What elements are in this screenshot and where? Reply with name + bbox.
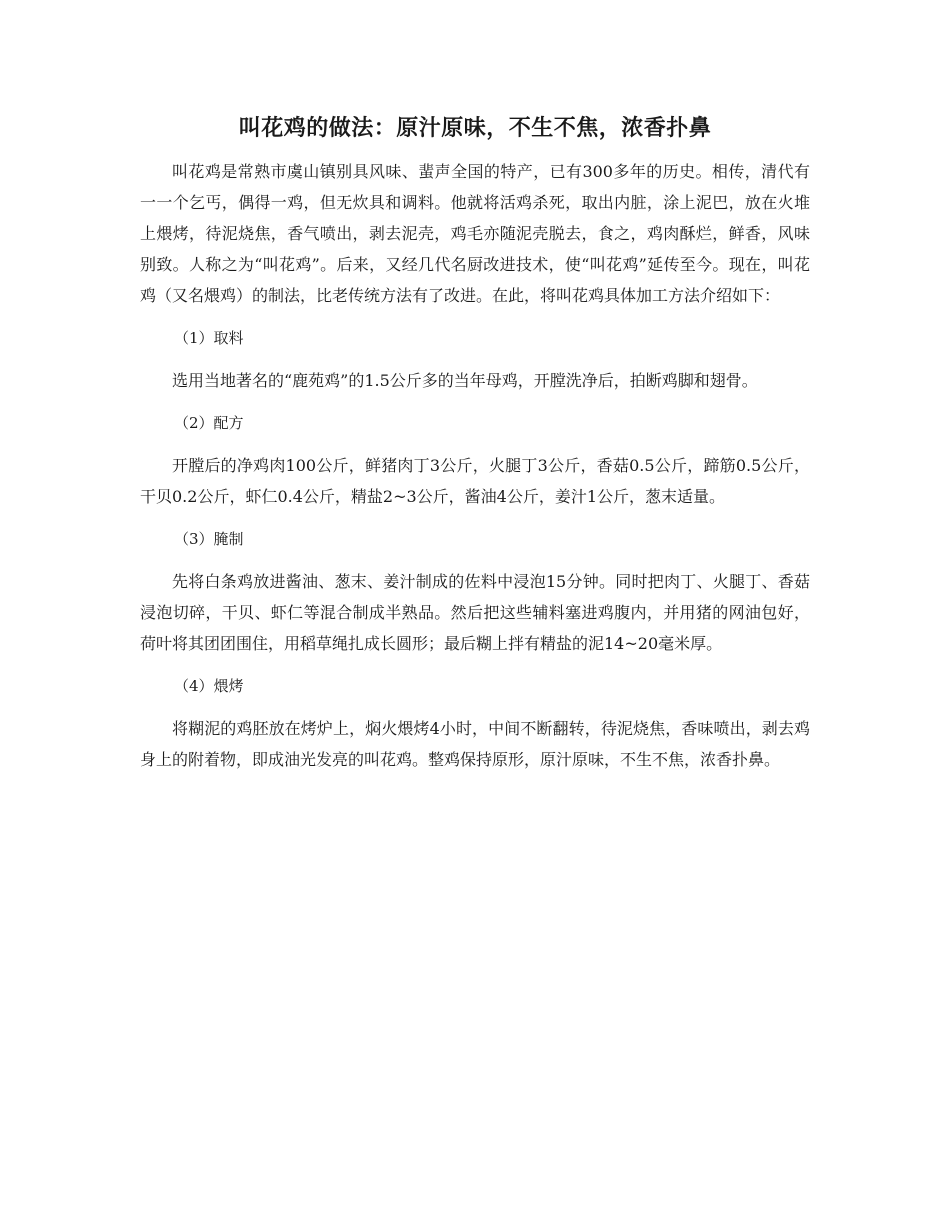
section-body: 将糊泥的鸡胚放在烤炉上，焖火煨烤4小时，中间不断翻转，待泥烧焦，香味喷出，剥去鸡身上的附着物，即成油光发亮的叫花鸡。整鸡保持原形，原汁原味，不生不焦，浓香扑鼻。 [140, 719, 810, 769]
section-heading: （4）煨烤 [174, 677, 244, 695]
section-heading: （3）腌制 [174, 530, 244, 548]
section-formula [140, 408, 810, 512]
section-marinating [140, 524, 810, 659]
section-heading: （2）配方 [174, 414, 244, 432]
document-page [140, 110, 810, 775]
section-body: 开膛后的净鸡肉100公斤，鲜猪肉丁3公斤，火腿丁3公斤，香菇0.5公斤，蹄筋0.5公斤，干贝0.2公斤，虾仁0.4公斤，精盐2~3公斤，酱油4公斤，姜汁1公斤，葱末适量。 [140, 456, 810, 506]
section-roasting [140, 671, 810, 775]
section-ingredients [140, 323, 810, 396]
intro-paragraph: 叫花鸡是常熟市虞山镇别具风味、蜚声全国的特产，已有300多年的历史。相传，清代有一一个乞丐，偶得一鸡，但无炊具和调料。他就将活鸡杀死，取出内脏，涂上泥巴，放在火堆上煨烤，待泥烧焦，香气喷出，剥去泥壳，鸡毛亦随泥壳脱去，食之，鸡肉酥烂，鲜香，风味别致。人称之为“叫花鸡”。后来，又经几代名厨改进技术，使“叫花鸡”延传至今。现在，叫花鸡（又名煨鸡）的制法，比老传统方法有了改进。在此，将叫花鸡具体加工方法介绍如下： [140, 162, 810, 305]
section-body: 先将白条鸡放进酱油、葱末、姜汁制成的佐料中浸泡15分钟。同时把肉丁、火腿丁、香菇浸泡切碎，干贝、虾仁等混合制成半熟品。然后把这些辅料塞进鸡腹内，并用猪的网油包好，荷叶将其团团围住，用稻草绳扎成长圆形；最后糊上拌有精盐的泥14~20毫米厚。 [140, 572, 810, 653]
section-body: 选用当地著名的“鹿苑鸡”的1.5公斤多的当年母鸡，开膛洗净后，拍断鸡脚和翅骨。 [172, 371, 758, 390]
page-title: 叫花鸡的做法：原汁原味，不生不焦，浓香扑鼻 [238, 115, 712, 141]
section-heading: （1）取料 [174, 329, 244, 347]
